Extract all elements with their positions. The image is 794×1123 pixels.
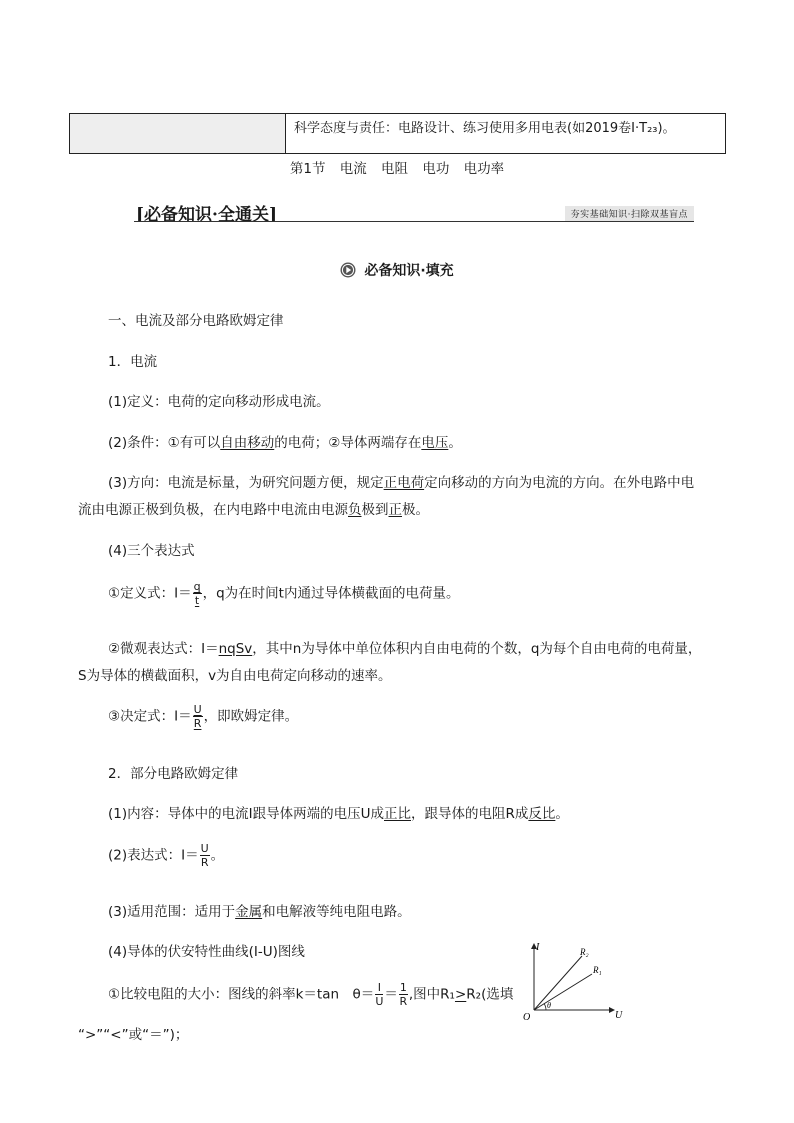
- section-word-4: 电功率: [463, 161, 505, 177]
- graph-origin-label: O: [523, 1012, 531, 1023]
- banner-tag: 夯实基础知识·扫除双基盲点: [565, 206, 694, 221]
- graph-line-r2: [534, 956, 582, 1010]
- ohm-content-line: [108, 802, 569, 822]
- direction-answer-2: 负: [348, 502, 362, 518]
- ohm-scope-prefix: (3)适用范围：适用于: [108, 904, 236, 920]
- definition-line: (1)定义：电荷的定向移动形成电流。: [108, 394, 330, 410]
- ohm-content-prefix: (1)内容：导体中的电流I跟导体两端的电压U成: [108, 806, 384, 822]
- competency-table: [69, 113, 726, 154]
- table-left-cell: [70, 114, 286, 153]
- compare-line: [108, 982, 513, 1007]
- fraction-denominator: t: [194, 594, 200, 607]
- ohm-scope-suffix: 和电解液等纯电阻电路。: [262, 904, 411, 920]
- compare-answer: >: [454, 986, 467, 1003]
- direction-text-2: 定向移动的方向为电流的方向。在外电路中电: [424, 475, 695, 491]
- heading-1: 一、电流及部分电路欧姆定律: [108, 313, 284, 329]
- compare-line-2: “>”“<”或“＝”)；: [78, 1027, 189, 1043]
- micro-formula-line-2: S为导体的横截面积，v为自由电荷定向移动的速率。: [78, 668, 392, 684]
- compare-equals: ＝: [384, 986, 398, 1003]
- micro-formula-prefix: ②微观表达式：I＝: [108, 641, 219, 657]
- heading-ohm: 2．部分电路欧姆定律: [108, 766, 239, 782]
- ohm-scope-line: [108, 900, 411, 920]
- ohm-content-answer-2: 反比: [528, 806, 556, 822]
- banner-title: [必备知识·全通关]: [136, 205, 278, 225]
- condition-line: [108, 431, 462, 451]
- section-word-3: 电功: [422, 161, 450, 177]
- graph-angle-label: θ: [547, 1001, 551, 1010]
- micro-formula-answer: nqSv: [218, 641, 253, 657]
- fraction-numerator: I: [375, 982, 383, 995]
- determining-formula-line: [108, 704, 298, 729]
- graph-angle-arc: [544, 1004, 546, 1011]
- fraction-denominator: U: [375, 995, 384, 1008]
- ohm-scope-answer: 金属: [235, 904, 263, 920]
- fraction-u-r: [193, 704, 203, 729]
- knowledge-banner: [134, 198, 694, 224]
- micro-formula-line: [108, 637, 701, 657]
- iu-characteristic-graph: [520, 938, 630, 1024]
- heading-current: 1．电流: [108, 354, 158, 370]
- fraction-denominator: R: [193, 717, 202, 730]
- micro-formula-suffix: ，其中n为导体中单位体积内自由电荷的个数，q为每个自由电荷的电荷量，: [252, 641, 702, 657]
- ohm-content-answer-1: 正比: [384, 806, 411, 822]
- ohm-expression-line: [108, 843, 224, 868]
- graph-r2-label: R₂: [580, 947, 589, 957]
- condition-middle: 的电荷；②导体两端存在: [274, 435, 422, 451]
- direction-answer-3: 正: [388, 502, 402, 518]
- fraction-numerator: U: [200, 842, 209, 855]
- section-title: [0, 157, 794, 177]
- section-number: 第1节: [289, 161, 326, 177]
- fraction-q-t: [193, 581, 202, 606]
- graph-r1-label: R₁: [593, 965, 602, 975]
- definition-formula-prefix: ①定义式：I＝: [108, 585, 192, 602]
- fraction-u-r-2: [200, 843, 210, 868]
- direction-line-1: [108, 471, 694, 491]
- condition-suffix: 。: [448, 435, 462, 451]
- ohm-content-middle: ，跟导体的电阻R成: [411, 806, 529, 822]
- section-word-1: 电流: [339, 161, 367, 177]
- fraction-1-r: [399, 982, 408, 1007]
- compare-suffix: R₂(选填: [466, 986, 514, 1003]
- definition-formula-suffix: ，q为在时间t内通过导体横截面的电荷量。: [202, 585, 460, 602]
- ohm-expression-prefix: (2)表达式：I＝: [108, 847, 199, 864]
- graph-line-r1: [534, 974, 592, 1010]
- fraction-denominator: R: [200, 856, 209, 869]
- banner-rule: [134, 221, 694, 222]
- direction-text-5: 极。: [402, 502, 429, 518]
- three-expressions-heading: (4)三个表达式: [108, 543, 195, 559]
- direction-line-2: [78, 498, 429, 518]
- graph-y-label: I: [536, 942, 540, 953]
- condition-answer-2: 电压: [421, 435, 449, 451]
- determining-formula-prefix: ③决定式：I＝: [108, 708, 192, 725]
- subhead: [0, 260, 794, 280]
- ohm-curve-heading: (4)导体的伏安特性曲线(I-U)图线: [108, 944, 305, 960]
- fraction-denominator: R: [399, 995, 408, 1008]
- ohm-expression-suffix: 。: [210, 847, 225, 864]
- fraction-i-u: [375, 982, 383, 1007]
- play-circle-icon: [340, 262, 356, 278]
- section-word-2: 电阻: [381, 161, 409, 177]
- direction-answer-1: 正电荷: [383, 475, 425, 491]
- direction-text-1: (3)方向：电流是标量，为研究问题方便，规定: [108, 475, 384, 491]
- definition-formula-line: [108, 581, 459, 606]
- direction-text-3: 流由电源正极到负极，在内电路中电流由电源: [78, 502, 348, 518]
- graph-x-label: U: [615, 1010, 623, 1021]
- subhead-text: 必备知识·填充: [364, 263, 454, 279]
- compare-prefix: ①比较电阻的大小：图线的斜率k＝tan θ＝: [108, 986, 375, 1003]
- table-right-cell: 科学态度与责任：电路设计、练习使用多用电表(如2019卷Ⅰ·T₂₃)。: [294, 121, 676, 136]
- condition-answer-1: 自由移动: [220, 435, 275, 451]
- ohm-content-suffix: 。: [555, 806, 569, 822]
- compare-middle: ,图中R₁: [408, 986, 455, 1003]
- fraction-numerator: U: [193, 703, 202, 716]
- direction-text-4: 极到: [361, 502, 389, 518]
- fraction-numerator: q: [193, 580, 201, 593]
- determining-formula-suffix: ，即欧姆定律。: [203, 708, 299, 725]
- condition-prefix: (2)条件：①有可以: [108, 435, 221, 451]
- fraction-numerator: 1: [399, 981, 407, 994]
